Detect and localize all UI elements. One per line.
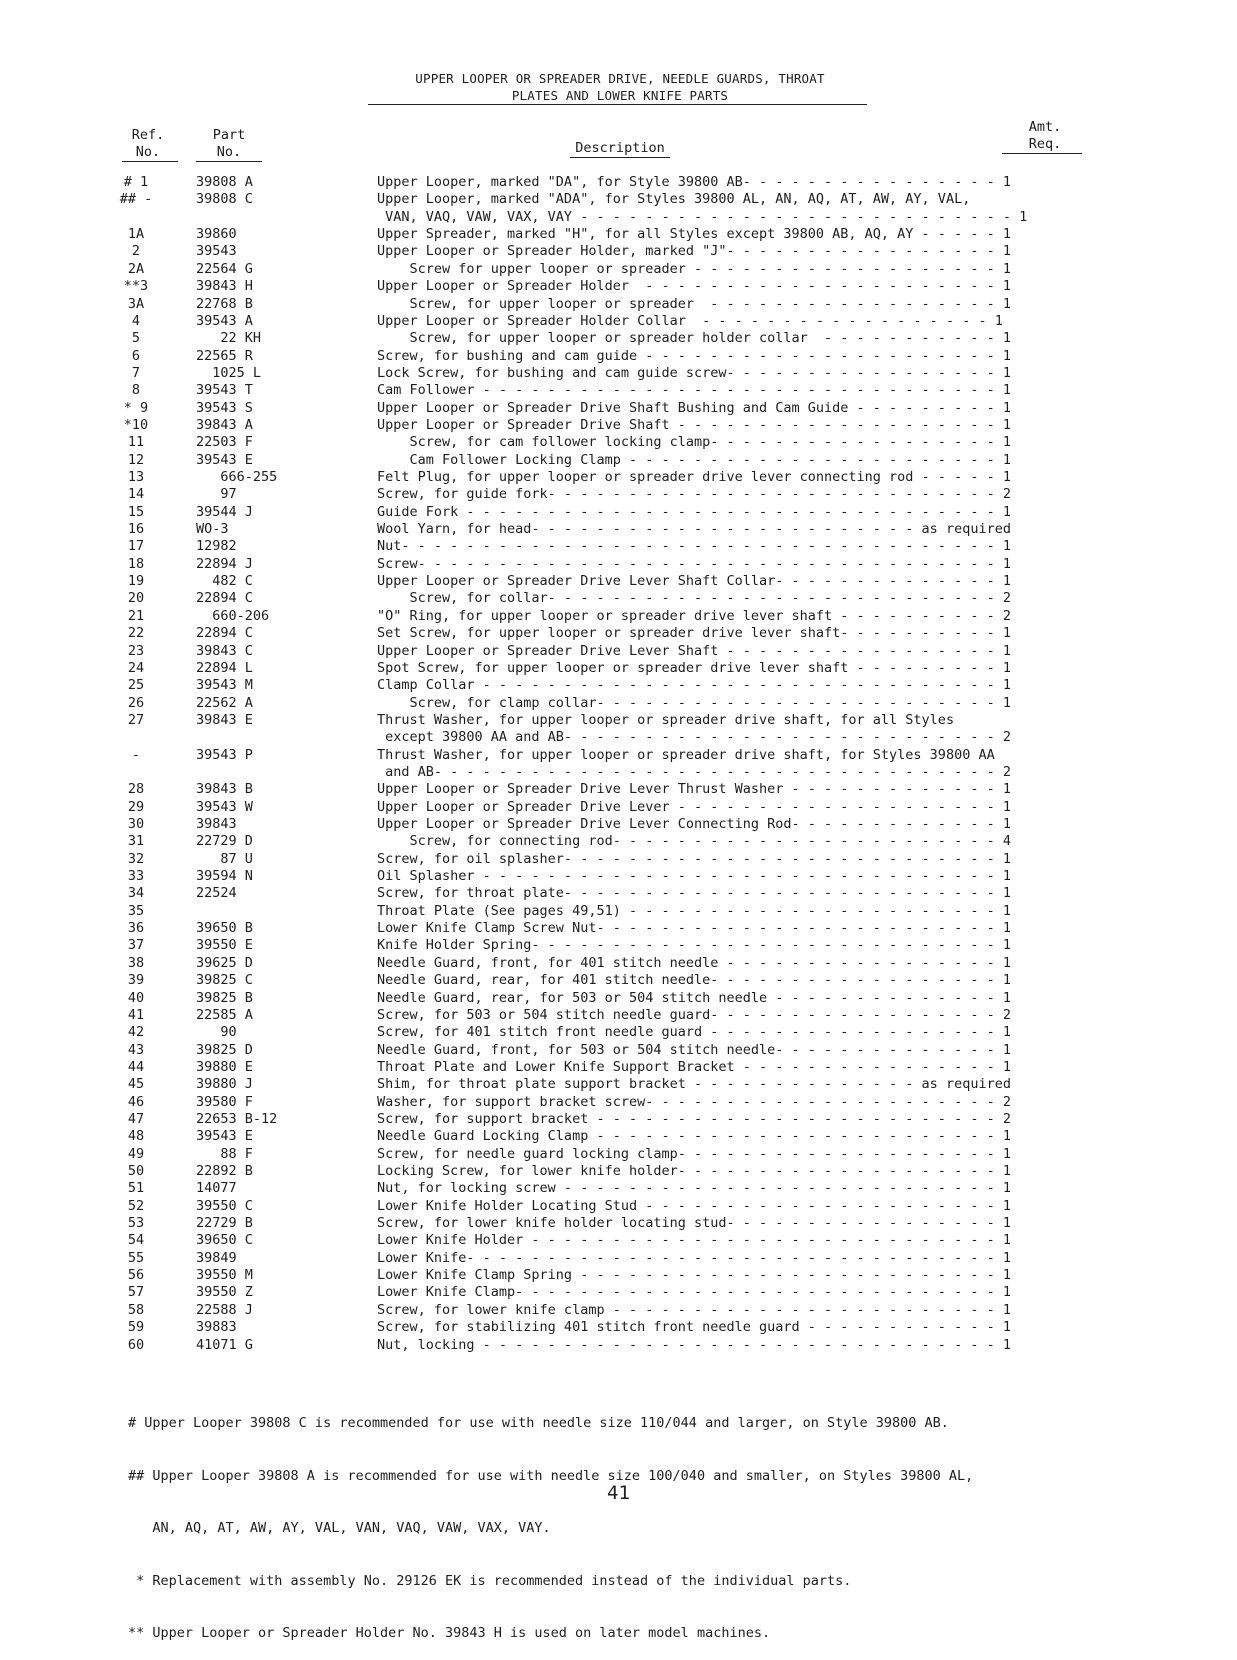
description: "O" Ring, for upper looper or spreader drive lever shaft - - - - - - - - - - 2 bbox=[377, 607, 1011, 624]
description: Upper Looper or Spreader Drive Lever Shaft Collar- - - - - - - - - - - - - - 1 bbox=[377, 573, 1011, 589]
table-row bbox=[0, 677, 1237, 694]
table-row bbox=[0, 608, 1237, 625]
ref-header-line-1: Ref. bbox=[131, 127, 165, 143]
ref-number: 14 bbox=[127, 486, 145, 503]
part-number: 39580 F bbox=[196, 1093, 253, 1110]
ref-number: 31 bbox=[127, 833, 145, 850]
footnote: ## Upper Looper 39808 A is recommended for use with needle size 100/040 and smaller, on Styles 39800 AL, bbox=[128, 1467, 974, 1484]
ref-number: 53 bbox=[127, 1215, 145, 1231]
footnote: # Upper Looper 39808 C is recommended for use with needle size 110/044 and larger, on Style 39800 AB. bbox=[128, 1415, 949, 1431]
part-header-line-2: No. bbox=[216, 144, 242, 160]
ref-number: 4 bbox=[131, 312, 141, 329]
part-number: 39543 W bbox=[196, 798, 253, 815]
table-row bbox=[0, 382, 1237, 399]
ref-number: 50 bbox=[127, 1163, 145, 1179]
ref-number: 33 bbox=[127, 868, 145, 884]
table-row bbox=[0, 816, 1237, 833]
ref-number: 16 bbox=[127, 521, 145, 537]
ref-number: 51 bbox=[127, 1180, 145, 1197]
table-row bbox=[0, 191, 1237, 208]
description: Needle Guard, rear, for 503 or 504 stitch needle - - - - - - - - - - - - - - 1 bbox=[377, 989, 1011, 1006]
ref-number: 27 bbox=[127, 711, 145, 728]
description: Upper Looper, marked "DA", for Style 39800 AB- - - - - - - - - - - - - - - - 1 bbox=[377, 174, 1011, 190]
title-line-2: PLATES AND LOWER KNIFE PARTS bbox=[511, 88, 729, 103]
table-row bbox=[0, 1111, 1237, 1128]
description: Screw, for 401 stitch front needle guard - - - - - - - - - - - - - - - - - - 1 bbox=[377, 1024, 1011, 1041]
part-number: 22894 J bbox=[196, 555, 253, 572]
description: Screw, for lower knife clamp - - - - - - - - - - - - - - - - - - - - - - - - 1 bbox=[377, 1301, 1011, 1318]
description: Screw, for clamp collar- - - - - - - - - - - - - - - - - - - - - - - - - 1 bbox=[377, 694, 1011, 711]
description: Screw, for cam follower locking clamp- - - - - - - - - - - - - - - - - - 1 bbox=[377, 434, 1011, 451]
ref-number: 52 bbox=[127, 1197, 145, 1214]
table-row bbox=[0, 417, 1237, 434]
part-number: 22653 B-12 bbox=[196, 1110, 278, 1127]
description: Screw, for 503 or 504 stitch needle guard- - - - - - - - - - - - - - - - - - 2 bbox=[377, 1006, 1011, 1023]
footnotes bbox=[128, 1380, 973, 1660]
table-row bbox=[0, 643, 1237, 660]
part-number: 22565 R bbox=[196, 347, 253, 364]
title-underline bbox=[368, 104, 867, 105]
description: Upper Spreader, marked "H", for all Styles except 39800 AB, AQ, AY - - - - - 1 bbox=[377, 226, 1011, 243]
description: Wool Yarn, for head- - - - - - - - - - - - - - - - - - - - - - - - as required bbox=[377, 521, 1011, 537]
ref-number: 2A bbox=[127, 260, 145, 277]
title-line-1: UPPER LOOPER OR SPREADER DRIVE, NEEDLE GUARDS, THROAT bbox=[415, 71, 825, 86]
part-number: 39550 Z bbox=[196, 1284, 253, 1301]
ref-number: 34 bbox=[127, 885, 145, 902]
description: Cam Follower - - - - - - - - - - - - - - - - - - - - - - - - - - - - - - - - 1 bbox=[377, 382, 1011, 399]
ref-number: 19 bbox=[127, 573, 145, 589]
part-number: 22894 C bbox=[196, 625, 253, 642]
part-number: 22894 C bbox=[196, 590, 253, 607]
description: Needle Guard, front, for 503 or 504 stitch needle- - - - - - - - - - - - - - 1 bbox=[377, 1041, 1011, 1058]
description-header-underline bbox=[570, 157, 670, 158]
part-number: 22 KH bbox=[196, 330, 262, 347]
part-header-underline bbox=[196, 161, 262, 162]
ref-number: 24 bbox=[127, 659, 145, 676]
ref-number: 6 bbox=[131, 347, 141, 364]
description: Throat Plate (See pages 49,51) - - - - - - - - - - - - - - - - - - - - - - - 1 bbox=[377, 902, 1011, 919]
part-number: WO-3 bbox=[196, 521, 229, 537]
table-row bbox=[0, 434, 1237, 451]
footnote: * Replacement with assembly No. 29126 EK is recommended instead of the individual parts. bbox=[128, 1572, 852, 1589]
part-number: 660-206 bbox=[196, 607, 270, 624]
part-number: 39825 C bbox=[196, 972, 253, 989]
description: Nut- - - - - - - - - - - - - - - - - - - - - - - - - - - - - - - - - - - - - 1 bbox=[377, 538, 1011, 555]
part-number: 22894 L bbox=[196, 659, 253, 676]
table-row bbox=[0, 1337, 1237, 1354]
ref-header-underline bbox=[122, 161, 178, 162]
description: Lower Knife Holder Locating Stud - - - - - - - - - - - - - - - - - - - - - - 1 bbox=[377, 1197, 1011, 1214]
ref-number: 26 bbox=[127, 694, 145, 711]
ref-number: 13 bbox=[127, 469, 145, 485]
description: Screw for upper looper or spreader - - - - - - - - - - - - - - - - - - - 1 bbox=[377, 260, 1011, 277]
description: Lower Knife- - - - - - - - - - - - - - - - - - - - - - - - - - - - - - - - - 1 bbox=[377, 1249, 1011, 1266]
part-number: 39625 D bbox=[196, 954, 253, 971]
table-row bbox=[0, 1180, 1237, 1197]
table-row bbox=[0, 868, 1237, 885]
ref-number: 60 bbox=[127, 1336, 145, 1353]
ref-number: 37 bbox=[127, 937, 145, 954]
description: Thrust Washer, for upper looper or spreader drive shaft, for Styles 39800 AA bbox=[377, 746, 995, 763]
ref-header-line-2: No. bbox=[135, 144, 161, 160]
description: Upper Looper or Spreader Drive Shaft - - - - - - - - - - - - - - - - - - - - 1 bbox=[377, 416, 1011, 433]
description: Guide Fork - - - - - - - - - - - - - - - - - - - - - - - - - - - - - - - - - 1 bbox=[377, 503, 1011, 520]
ref-number: 18 bbox=[127, 555, 145, 572]
table-row bbox=[0, 521, 1237, 538]
ref-number: 12 bbox=[127, 451, 145, 468]
table-row bbox=[0, 729, 1237, 746]
ref-number: 36 bbox=[127, 920, 145, 937]
table-row bbox=[0, 313, 1237, 330]
part-number: 39849 bbox=[196, 1249, 237, 1266]
ref-number: 38 bbox=[127, 954, 145, 971]
table-row bbox=[0, 1128, 1237, 1145]
table-row bbox=[0, 1215, 1237, 1232]
ref-number: 5 bbox=[131, 330, 141, 347]
part-number: 39843 C bbox=[196, 642, 253, 659]
part-number: 39550 M bbox=[196, 1267, 253, 1284]
ref-number: 46 bbox=[127, 1093, 145, 1110]
table-row bbox=[0, 1319, 1237, 1336]
part-number: 39843 A bbox=[196, 416, 253, 433]
part-number: 87 U bbox=[196, 850, 253, 867]
description: Upper Looper or Spreader Holder, marked "J"- - - - - - - - - - - - - - - - - 1 bbox=[377, 243, 1011, 260]
description: Needle Guard, rear, for 401 stitch needle- - - - - - - - - - - - - - - - - - 1 bbox=[377, 972, 1011, 989]
table-row bbox=[0, 573, 1237, 590]
part-number: 39550 E bbox=[196, 937, 253, 954]
description: Shim, for throat plate support bracket - - - - - - - - - - - - - - as required bbox=[377, 1076, 1011, 1093]
table-row bbox=[0, 712, 1237, 729]
description: Throat Plate and Lower Knife Support Bracket - - - - - - - - - - - - - - - - 1 bbox=[377, 1058, 1011, 1075]
table-row bbox=[0, 903, 1237, 920]
description: Upper Looper or Spreader Drive Lever Thrust Washer - - - - - - - - - - - - - 1 bbox=[377, 781, 1011, 798]
table-row bbox=[0, 226, 1237, 243]
description: Upper Looper, marked "ADA", for Styles 39800 AL, AN, AQ, AT, AW, AY, VAL, bbox=[377, 191, 971, 208]
table-row bbox=[0, 1250, 1237, 1267]
table-row bbox=[0, 452, 1237, 469]
description: Cam Follower Locking Clamp - - - - - - - - - - - - - - - - - - - - - - - 1 bbox=[377, 451, 1011, 468]
description: Upper Looper or Spreader Holder - - - - - - - - - - - - - - - - - - - - - - 1 bbox=[377, 278, 1011, 295]
table-row bbox=[0, 556, 1237, 573]
part-number: 39808 C bbox=[196, 191, 253, 208]
part-number: 22524 bbox=[196, 885, 237, 902]
ref-number: 49 bbox=[127, 1145, 145, 1162]
table-row bbox=[0, 937, 1237, 954]
part-number: 39880 E bbox=[196, 1058, 253, 1075]
description: Lock Screw, for bushing and cam guide screw- - - - - - - - - - - - - - - - - 1 bbox=[377, 364, 1011, 381]
ref-number: 2 bbox=[131, 243, 141, 260]
part-number: 39543 E bbox=[196, 451, 253, 468]
ref-number: 42 bbox=[127, 1024, 145, 1041]
description: Lower Knife Clamp Spring - - - - - - - - - - - - - - - - - - - - - - - - - - 1 bbox=[377, 1267, 1011, 1284]
table-row bbox=[0, 625, 1237, 642]
table-row bbox=[0, 833, 1237, 850]
part-number: 22503 F bbox=[196, 434, 253, 451]
table-row bbox=[0, 348, 1237, 365]
part-number: 12982 bbox=[196, 538, 237, 555]
table-row bbox=[0, 538, 1237, 555]
part-number: 22562 A bbox=[196, 694, 253, 711]
part-number: 22585 A bbox=[196, 1006, 253, 1023]
ref-number: 39 bbox=[127, 972, 145, 989]
part-number: 39883 bbox=[196, 1319, 237, 1336]
table-row bbox=[0, 1007, 1237, 1024]
ref-number: 59 bbox=[127, 1319, 145, 1336]
description: Nut, for locking screw - - - - - - - - - - - - - - - - - - - - - - - - - - - 1 bbox=[377, 1180, 1011, 1197]
amt-header-line-1: Amt. bbox=[1028, 119, 1062, 135]
part-number: 90 bbox=[196, 1024, 237, 1041]
part-number: 39825 D bbox=[196, 1041, 253, 1058]
ref-number: 23 bbox=[127, 642, 145, 659]
ref-number: 8 bbox=[131, 382, 141, 399]
description: Screw, for bushing and cam guide - - - - - - - - - - - - - - - - - - - - - - 1 bbox=[377, 347, 1011, 364]
description: Lower Knife Clamp Screw Nut- - - - - - - - - - - - - - - - - - - - - - - - - 1 bbox=[377, 920, 1011, 937]
table-row bbox=[0, 174, 1237, 191]
table-row bbox=[0, 764, 1237, 781]
description: Clamp Collar - - - - - - - - - - - - - - - - - - - - - - - - - - - - - - - - 1 bbox=[377, 677, 1011, 694]
table-row bbox=[0, 1232, 1237, 1249]
part-number: 39550 C bbox=[196, 1197, 253, 1214]
description: Nut, locking - - - - - - - - - - - - - - - - - - - - - - - - - - - - - - - - 1 bbox=[377, 1336, 1011, 1353]
description: Washer, for support bracket screw- - - - - - - - - - - - - - - - - - - - - - 2 bbox=[377, 1093, 1011, 1110]
table-row bbox=[0, 1059, 1237, 1076]
page-title bbox=[372, 70, 868, 104]
part-number: 482 C bbox=[196, 573, 253, 589]
description: Upper Looper or Spreader Drive Lever - - - - - - - - - - - - - - - - - - - - 1 bbox=[377, 798, 1011, 815]
part-number: 39843 bbox=[196, 816, 237, 832]
part-number: 39808 A bbox=[196, 174, 253, 190]
table-row bbox=[0, 1302, 1237, 1319]
description: Knife Holder Spring- - - - - - - - - - - - - - - - - - - - - - - - - - - - - 1 bbox=[377, 937, 1011, 954]
description-header: Description bbox=[575, 140, 665, 156]
ref-number: 17 bbox=[127, 538, 145, 555]
ref-number: - bbox=[131, 746, 141, 763]
ref-number: 58 bbox=[127, 1301, 145, 1318]
part-number: 22768 B bbox=[196, 295, 253, 312]
table-row bbox=[0, 972, 1237, 989]
table-row bbox=[0, 1076, 1237, 1093]
table-row bbox=[0, 1284, 1237, 1301]
description: Needle Guard, front, for 401 stitch needle - - - - - - - - - - - - - - - - - 1 bbox=[377, 954, 1011, 971]
part-number: 39843 H bbox=[196, 278, 253, 295]
table-row bbox=[0, 695, 1237, 712]
part-number: 88 F bbox=[196, 1145, 253, 1162]
ref-number: 30 bbox=[127, 816, 145, 832]
description: Screw, for upper looper or spreader - - - - - - - - - - - - - - - - - - 1 bbox=[377, 295, 1011, 312]
part-number: 39543 E bbox=[196, 1128, 253, 1145]
description: VAN, VAQ, VAW, VAX, VAY - - - - - - - - - - - - - - - - - - - - - - - - - - - 1 bbox=[377, 208, 1028, 225]
description: Upper Looper or Spreader Drive Shaft Bushing and Cam Guide - - - - - - - - - 1 bbox=[377, 399, 1011, 416]
ref-number: 44 bbox=[127, 1058, 145, 1075]
description: Oil Splasher - - - - - - - - - - - - - - - - - - - - - - - - - - - - - - - - 1 bbox=[377, 868, 1011, 884]
ref-number: 47 bbox=[127, 1110, 145, 1127]
table-row bbox=[0, 278, 1237, 295]
table-row bbox=[0, 504, 1237, 521]
part-number: 39650 C bbox=[196, 1232, 253, 1249]
ref-number: * 9 bbox=[123, 399, 149, 416]
amt-header-line-2: Req. bbox=[1028, 136, 1062, 152]
part-number: 22588 J bbox=[196, 1301, 253, 1318]
ref-number: 7 bbox=[131, 364, 141, 381]
ref-number: 1A bbox=[127, 226, 145, 243]
part-number: 39544 J bbox=[196, 503, 253, 520]
part-number: 97 bbox=[196, 486, 237, 503]
ref-number: *10 bbox=[123, 416, 149, 433]
part-number: 39543 S bbox=[196, 399, 253, 416]
part-number: 39860 bbox=[196, 226, 237, 243]
description: except 39800 AA and AB- - - - - - - - - - - - - - - - - - - - - - - - - - - 2 bbox=[377, 729, 1011, 746]
part-number: 39543 T bbox=[196, 382, 253, 399]
description: Needle Guard Locking Clamp - - - - - - - - - - - - - - - - - - - - - - - - - 1 bbox=[377, 1128, 1011, 1145]
description: Felt Plug, for upper looper or spreader drive lever connecting rod - - - - - 1 bbox=[377, 469, 1011, 485]
description: Screw, for upper looper or spreader holder collar - - - - - - - - - - - 1 bbox=[377, 330, 1011, 347]
table-row bbox=[0, 1267, 1237, 1284]
ref-number: 41 bbox=[127, 1006, 145, 1023]
description: Locking Screw, for lower knife holder- - - - - - - - - - - - - - - - - - - - 1 bbox=[377, 1163, 1011, 1179]
table-row bbox=[0, 1024, 1237, 1041]
ref-number: 21 bbox=[127, 607, 145, 624]
ref-number: 25 bbox=[127, 677, 145, 694]
description: Screw- - - - - - - - - - - - - - - - - - - - - - - - - - - - - - - - - - - - 1 bbox=[377, 555, 1011, 572]
description: Upper Looper or Spreader Drive Lever Shaft - - - - - - - - - - - - - - - - - 1 bbox=[377, 642, 1011, 659]
table-row bbox=[0, 851, 1237, 868]
table-row bbox=[0, 330, 1237, 347]
ref-number: **3 bbox=[123, 278, 149, 295]
part-number: 39543 P bbox=[196, 746, 253, 763]
description: Screw, for connecting rod- - - - - - - - - - - - - - - - - - - - - - - - 4 bbox=[377, 833, 1011, 850]
footnote: ** Upper Looper or Spreader Holder No. 39843 H is used on later model machines. bbox=[128, 1625, 771, 1641]
description: Screw, for collar- - - - - - - - - - - - - - - - - - - - - - - - - - - - 2 bbox=[377, 590, 1011, 607]
table-row bbox=[0, 209, 1237, 226]
ref-number: 40 bbox=[127, 989, 145, 1006]
ref-number: 11 bbox=[127, 434, 145, 451]
table-row bbox=[0, 243, 1237, 260]
part-number: 39843 E bbox=[196, 711, 253, 728]
ref-number: 20 bbox=[127, 590, 145, 607]
part-number: 22564 G bbox=[196, 260, 253, 277]
description: Screw, for lower knife holder locating stud- - - - - - - - - - - - - - - - - 1 bbox=[377, 1215, 1011, 1231]
table-row bbox=[0, 400, 1237, 417]
description: Screw, for oil splasher- - - - - - - - - - - - - - - - - - - - - - - - - - - 1 bbox=[377, 850, 1011, 867]
description: Thrust Washer, for upper looper or spreader drive shaft, for all Styles bbox=[377, 711, 955, 728]
table-row bbox=[0, 590, 1237, 607]
table-row bbox=[0, 1146, 1237, 1163]
description: Screw, for throat plate- - - - - - - - - - - - - - - - - - - - - - - - - - - 1 bbox=[377, 885, 1011, 902]
part-number: 39543 bbox=[196, 243, 237, 260]
table-row bbox=[0, 885, 1237, 902]
description: Upper Looper or Spreader Holder Collar - - - - - - - - - - - - - - - - - - 1 bbox=[377, 312, 1003, 329]
part-number: 39543 M bbox=[196, 677, 253, 694]
ref-number: 54 bbox=[127, 1232, 145, 1249]
table-row bbox=[0, 1163, 1237, 1180]
table-row bbox=[0, 920, 1237, 937]
ref-number: 43 bbox=[127, 1041, 145, 1058]
table-row bbox=[0, 469, 1237, 486]
table-row bbox=[0, 486, 1237, 503]
page-number: 41 bbox=[607, 1482, 630, 1504]
description: and AB- - - - - - - - - - - - - - - - - - - - - - - - - - - - - - - - - - - 2 bbox=[377, 763, 1011, 780]
description: Spot Screw, for upper looper or spreader drive lever shaft - - - - - - - - - 1 bbox=[377, 659, 1011, 676]
description: Screw, for support bracket - - - - - - - - - - - - - - - - - - - - - - - - - 2 bbox=[377, 1110, 1011, 1127]
table-row bbox=[0, 799, 1237, 816]
table-row bbox=[0, 990, 1237, 1007]
ref-number: 57 bbox=[127, 1284, 145, 1301]
part-header-line-1: Part bbox=[212, 127, 246, 143]
table-row bbox=[0, 365, 1237, 382]
table-row bbox=[0, 660, 1237, 677]
part-number: 22729 B bbox=[196, 1215, 253, 1231]
description: Screw, for stabilizing 401 stitch front needle guard - - - - - - - - - - - - 1 bbox=[377, 1319, 1011, 1336]
part-number: 22729 D bbox=[196, 833, 253, 850]
part-number: 39650 B bbox=[196, 920, 253, 937]
part-number: 39543 A bbox=[196, 312, 253, 329]
description: Screw, for guide fork- - - - - - - - - - - - - - - - - - - - - - - - - - - - 2 bbox=[377, 486, 1011, 503]
part-number: 39880 J bbox=[196, 1076, 253, 1093]
ref-number: 15 bbox=[127, 503, 145, 520]
ref-number: ## - bbox=[119, 191, 153, 208]
part-number: 14077 bbox=[196, 1180, 237, 1197]
table-row bbox=[0, 955, 1237, 972]
table-row bbox=[0, 1094, 1237, 1111]
part-number: 39594 N bbox=[196, 868, 253, 884]
description: Lower Knife Clamp- - - - - - - - - - - - - - - - - - - - - - - - - - - - - - 1 bbox=[377, 1284, 1011, 1301]
footnote: AN, AQ, AT, AW, AY, VAL, VAN, VAQ, VAW, VAX, VAY. bbox=[128, 1520, 551, 1536]
ref-number: 28 bbox=[127, 781, 145, 798]
ref-number: 48 bbox=[127, 1128, 145, 1145]
description: Set Screw, for upper looper or spreader drive lever shaft- - - - - - - - - - 1 bbox=[377, 625, 1011, 642]
ref-number: 3A bbox=[127, 295, 145, 312]
ref-number: 35 bbox=[127, 902, 145, 919]
ref-number: 29 bbox=[127, 798, 145, 815]
amt-header-underline bbox=[1002, 153, 1082, 154]
description: Lower Knife Holder - - - - - - - - - - - - - - - - - - - - - - - - - - - - - 1 bbox=[377, 1232, 1011, 1249]
part-number: 1025 L bbox=[196, 364, 262, 381]
part-number: 22892 B bbox=[196, 1163, 253, 1179]
ref-number: 55 bbox=[127, 1249, 145, 1266]
ref-number: # 1 bbox=[123, 174, 149, 190]
table-row bbox=[0, 296, 1237, 313]
table-row bbox=[0, 1042, 1237, 1059]
description: Upper Looper or Spreader Drive Lever Connecting Rod- - - - - - - - - - - - - 1 bbox=[377, 816, 1011, 832]
table-row bbox=[0, 1198, 1237, 1215]
table-row bbox=[0, 747, 1237, 764]
ref-number: 45 bbox=[127, 1076, 145, 1093]
ref-number: 32 bbox=[127, 850, 145, 867]
ref-number: 56 bbox=[127, 1267, 145, 1284]
part-number: 39825 B bbox=[196, 989, 253, 1006]
part-number: 39843 B bbox=[196, 781, 253, 798]
part-number: 41071 G bbox=[196, 1336, 253, 1353]
ref-number: 22 bbox=[127, 625, 145, 642]
table-row bbox=[0, 781, 1237, 798]
description: Screw, for needle guard locking clamp- - - - - - - - - - - - - - - - - - - - 1 bbox=[377, 1145, 1011, 1162]
table-row bbox=[0, 261, 1237, 278]
part-number: 666-255 bbox=[196, 469, 278, 485]
